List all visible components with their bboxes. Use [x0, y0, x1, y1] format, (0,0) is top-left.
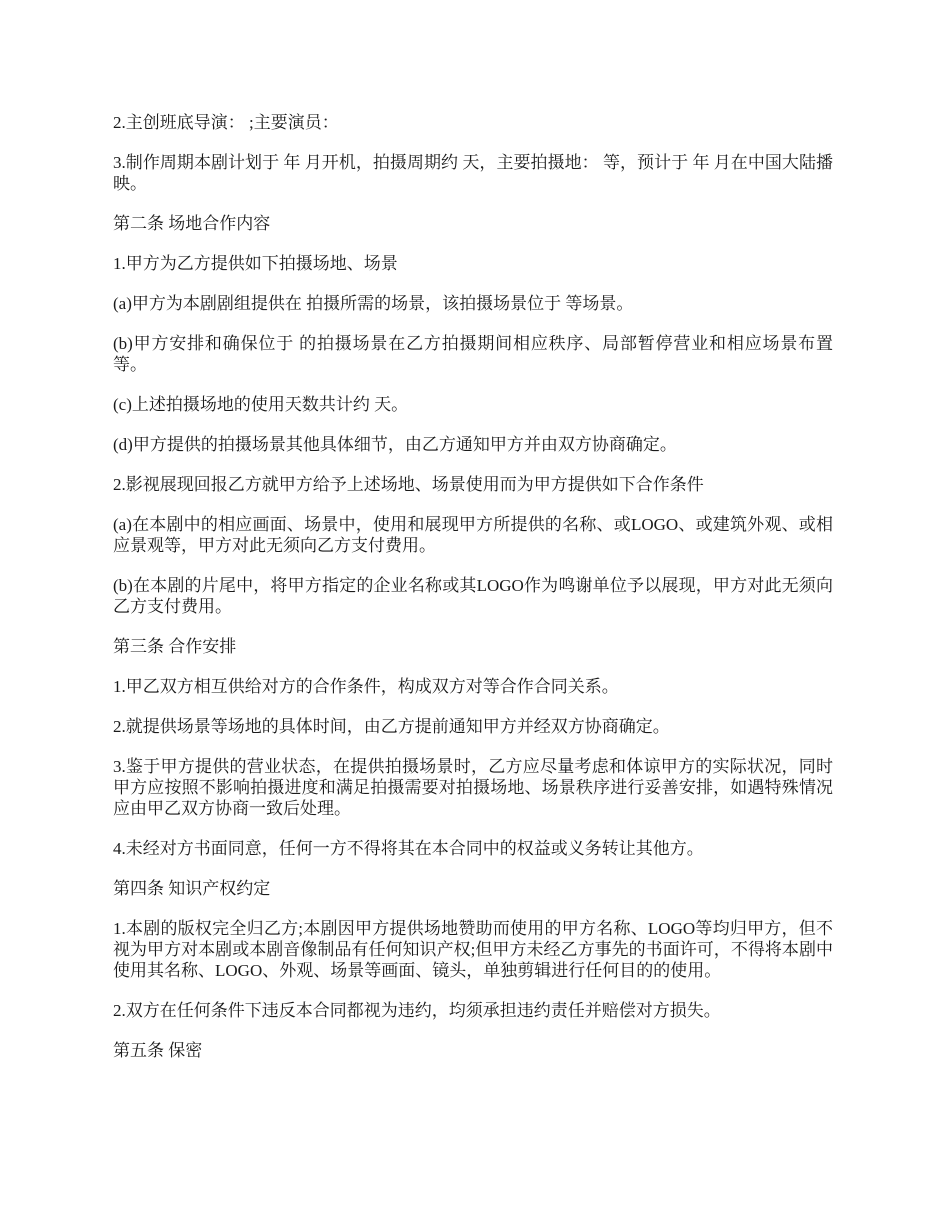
paragraph-item-b-arrangement: (b)甲方安排和确保位于 的拍摄场景在乙方拍摄期间相应秩序、局部暂停营业和相应场景布置等。 [113, 334, 833, 374]
section-heading-article-5: 第五条 保密 [113, 1041, 203, 1060]
paragraph-business-status: 3.鉴于甲方提供的营业状态，在提供拍摄场景时，乙方应尽量考虑和体谅甲方的实际状况，同时甲方应按照不影响拍摄进度和满足拍摄需要对拍摄场地、场景秩序进行妥善安排，如遇特殊情况应由甲乙双方协商一致后处理。 [113, 757, 833, 818]
paragraph-item-a-logo-display: (a)在本剧中的相应画面、场景中，使用和展现甲方所提供的名称、或LOGO、或建筑外观、或相应景观等，甲方对此无须向乙方支付费用。 [113, 515, 833, 555]
paragraph-no-transfer: 4.未经对方书面同意，任何一方不得将其在本合同中的权益或义务转让其他方。 [113, 839, 704, 858]
paragraph-production-schedule: 3.制作周期本剧计划于 年 月开机，拍摄周期约 天，主要拍摄地： 等，预计于 年 月在中国大陆播映。 [113, 153, 833, 193]
paragraph-item-d-details: (d)甲方提供的拍摄场景其他具体细节，由乙方通知甲方并由双方协商确定。 [113, 435, 677, 454]
section-heading-article-3: 第三条 合作安排 [113, 637, 237, 656]
section-heading-article-4: 第四条 知识产权约定 [113, 879, 271, 898]
paragraph-copyright: 1.本剧的版权完全归乙方;本剧因甲方提供场地赞助而使用的甲方名称、LOGO等均归甲方，但不视为甲方对本剧或本剧音像制品有任何知识产权;但甲方未经乙方事先的书面许可，不得将本剧中使用其名称、LOGO、外观、场景等画面、镜头，单独剪辑进行任何目的的使用。 [113, 919, 833, 980]
paragraph-item-b-credits: (b)在本剧的片尾中，将甲方指定的企业名称或其LOGO作为鸣谢单位予以展现，甲方对此无须向乙方支付费用。 [113, 576, 833, 616]
paragraph-item-a-scenes: (a)甲方为本剧剧组提供在 拍摄所需的场景，该拍摄场景位于 等场景。 [113, 294, 634, 313]
paragraph-breach: 2.双方在任何条件下违反本合同都视为违约，均须承担违约责任并赔偿对方损失。 [113, 1001, 721, 1020]
paragraph-venue-provision: 1.甲方为乙方提供如下拍摄场地、场景 [113, 254, 398, 273]
section-heading-article-2: 第二条 场地合作内容 [113, 214, 271, 233]
paragraph-screen-return: 2.影视展现回报乙方就甲方给予上述场地、场景使用而为甲方提供如下合作条件 [113, 475, 704, 494]
paragraph-item-c-days: (c)上述拍摄场地的使用天数共计约 天。 [113, 395, 409, 414]
paragraph-scheduling: 2.就提供场景等场地的具体时间，由乙方提前通知甲方并经双方协商确定。 [113, 717, 670, 736]
document-body [113, 112, 833, 1080]
paragraph-main-crew: 2.主创班底导演： ;主要演员： [113, 113, 339, 132]
paragraph-mutual-cooperation: 1.甲乙双方相互供给对方的合作条件，构成双方对等合作合同关系。 [113, 677, 619, 696]
